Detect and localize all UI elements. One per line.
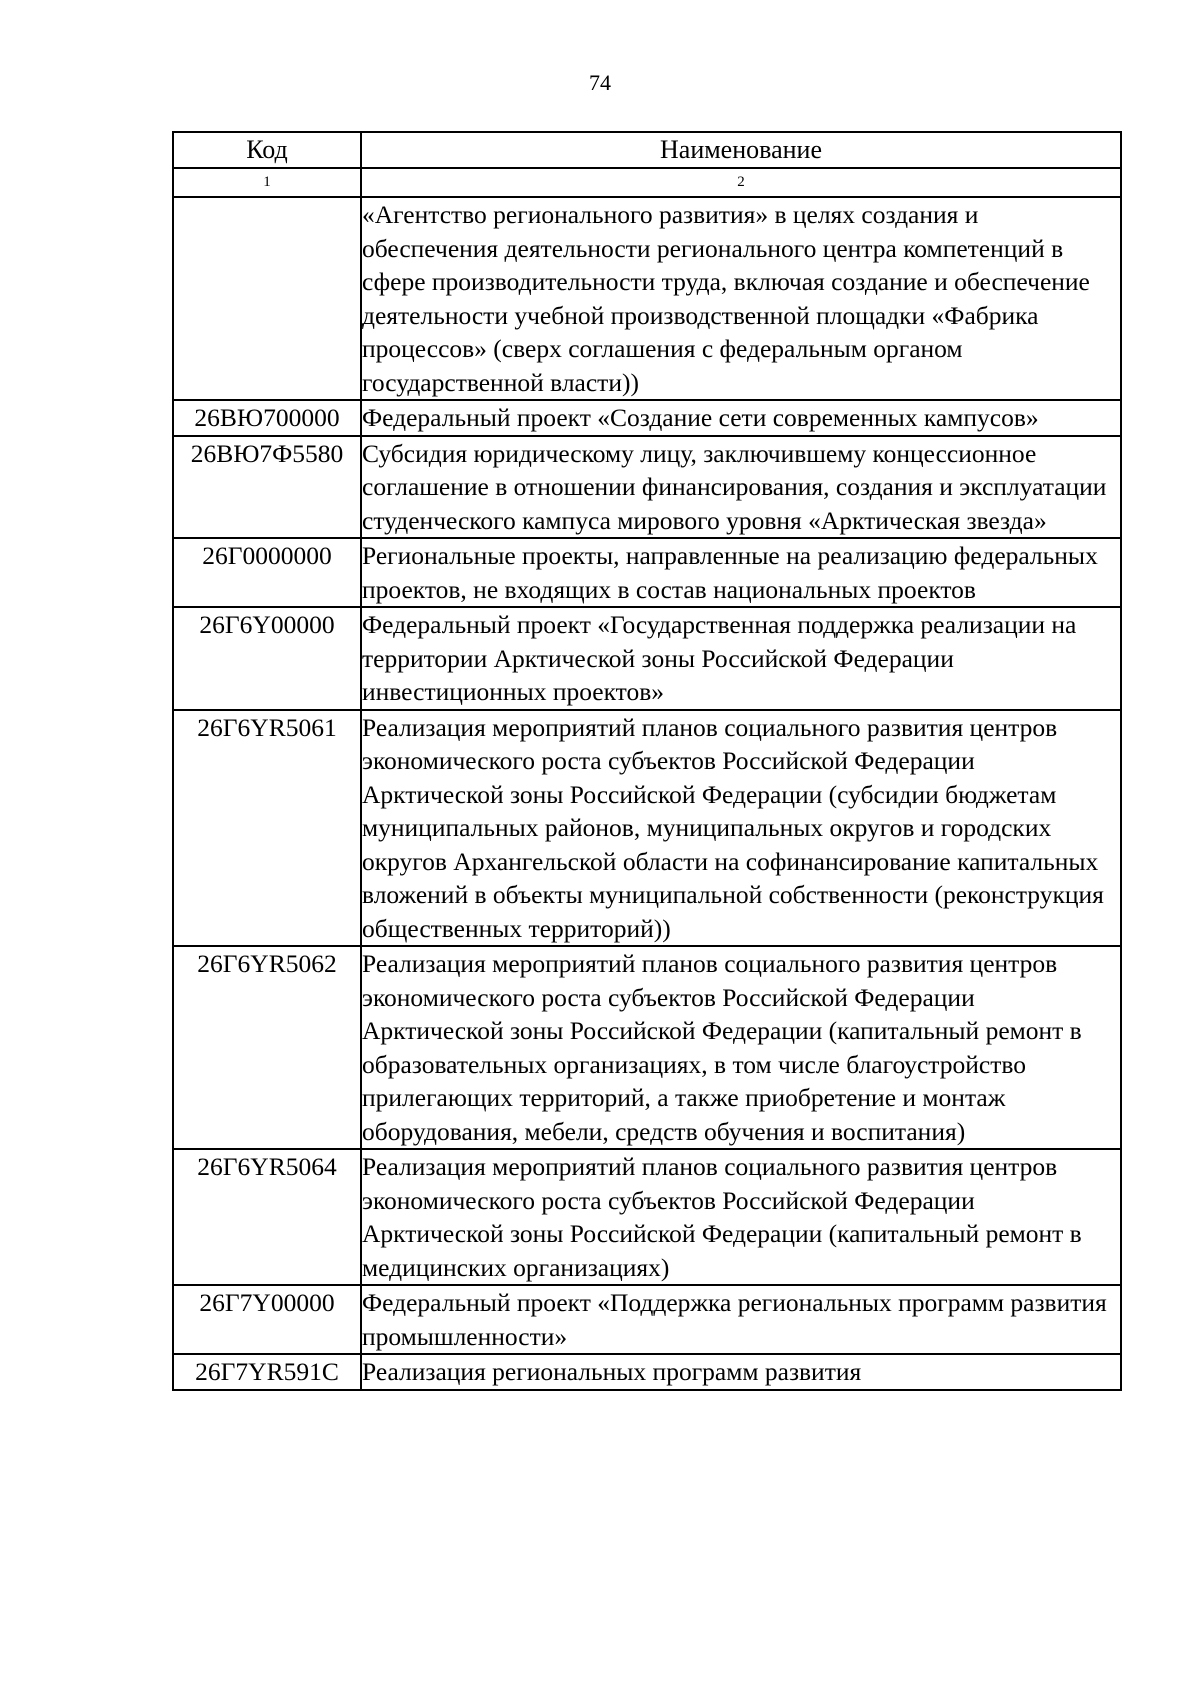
table-row	[173, 436, 1121, 539]
row-name: Реализация мероприятий планов социального развития центров экономического роста субъектов Российской Федерации Арктической зоны Российской Федерации (капитальный ремонт в медицинских организациях)	[361, 1149, 1121, 1285]
table-row	[173, 400, 1121, 436]
table-row	[173, 197, 1121, 400]
header-code: Код	[173, 132, 361, 168]
column-number-name: 2	[361, 168, 1121, 197]
row-code: 26Г0000000	[173, 538, 361, 607]
header-name: Наименование	[361, 132, 1121, 168]
row-code: 26Г7YR591С	[173, 1354, 361, 1390]
table-row	[173, 946, 1121, 1149]
row-name: Федеральный проект «Государственная поддержка реализации на территории Арктической зоны Российской Федерации инвестиционных проектов»	[361, 607, 1121, 710]
column-number-code: 1	[173, 168, 361, 197]
table-row	[173, 1354, 1121, 1390]
row-code: 26Г6YR5064	[173, 1149, 361, 1285]
column-number-row	[173, 168, 1121, 197]
row-code: 26Г6YR5061	[173, 710, 361, 947]
row-name: Региональные проекты, направленные на реализацию федеральных проектов, не входящих в состав национальных проектов	[361, 538, 1121, 607]
row-name: «Агентство регионального развития» в целях создания и обеспечения деятельности регионального центра компетенций в сфере производительности труда, включая создание и обеспечение деятельности учебной производственной площадки «Фабрика процессов» (сверх соглашения с федеральным органом государственной власти))	[361, 197, 1121, 400]
row-code: 26ВЮ7Ф5580	[173, 436, 361, 539]
row-code: 26ВЮ700000	[173, 400, 361, 436]
header-row	[173, 132, 1121, 168]
page-number: 74	[589, 70, 611, 95]
row-code: 26Г6Y00000	[173, 607, 361, 710]
row-name: Федеральный проект «Поддержка региональных программ развития промышленности»	[361, 1285, 1121, 1354]
row-code: 26Г7Y00000	[173, 1285, 361, 1354]
row-name: Реализация мероприятий планов социального развития центров экономического роста субъектов Российской Федерации Арктической зоны Российской Федерации (субсидии бюджетам муниципальных районов, муниципальных округов и городских округов Архангельской области на софинансирование капитальных вложений в объекты муниципальной собственности (реконструкция общественных территорий))	[361, 710, 1121, 947]
row-code: 26Г6YR5062	[173, 946, 361, 1149]
row-name: Федеральный проект «Создание сети современных кампусов»	[361, 400, 1121, 436]
table-row	[173, 1149, 1121, 1285]
table-row	[173, 1285, 1121, 1354]
row-name: Реализация региональных программ развития	[361, 1354, 1121, 1390]
row-name: Реализация мероприятий планов социального развития центров экономического роста субъектов Российской Федерации Арктической зоны Российской Федерации (капитальный ремонт в образовательных организациях, в том числе благоустройство прилегающих территорий, а также приобретение и монтаж оборудования, мебели, средств обучения и воспитания)	[361, 946, 1121, 1149]
budget-code-table	[172, 131, 1122, 1391]
table-row	[173, 607, 1121, 710]
table-row	[173, 538, 1121, 607]
table-row	[173, 710, 1121, 947]
row-name: Субсидия юридическому лицу, заключившему концессионное соглашение в отношении финансирования, создания и эксплуатации студенческого кампуса мирового уровня «Арктическая звезда»	[361, 436, 1121, 539]
row-code	[173, 197, 361, 400]
